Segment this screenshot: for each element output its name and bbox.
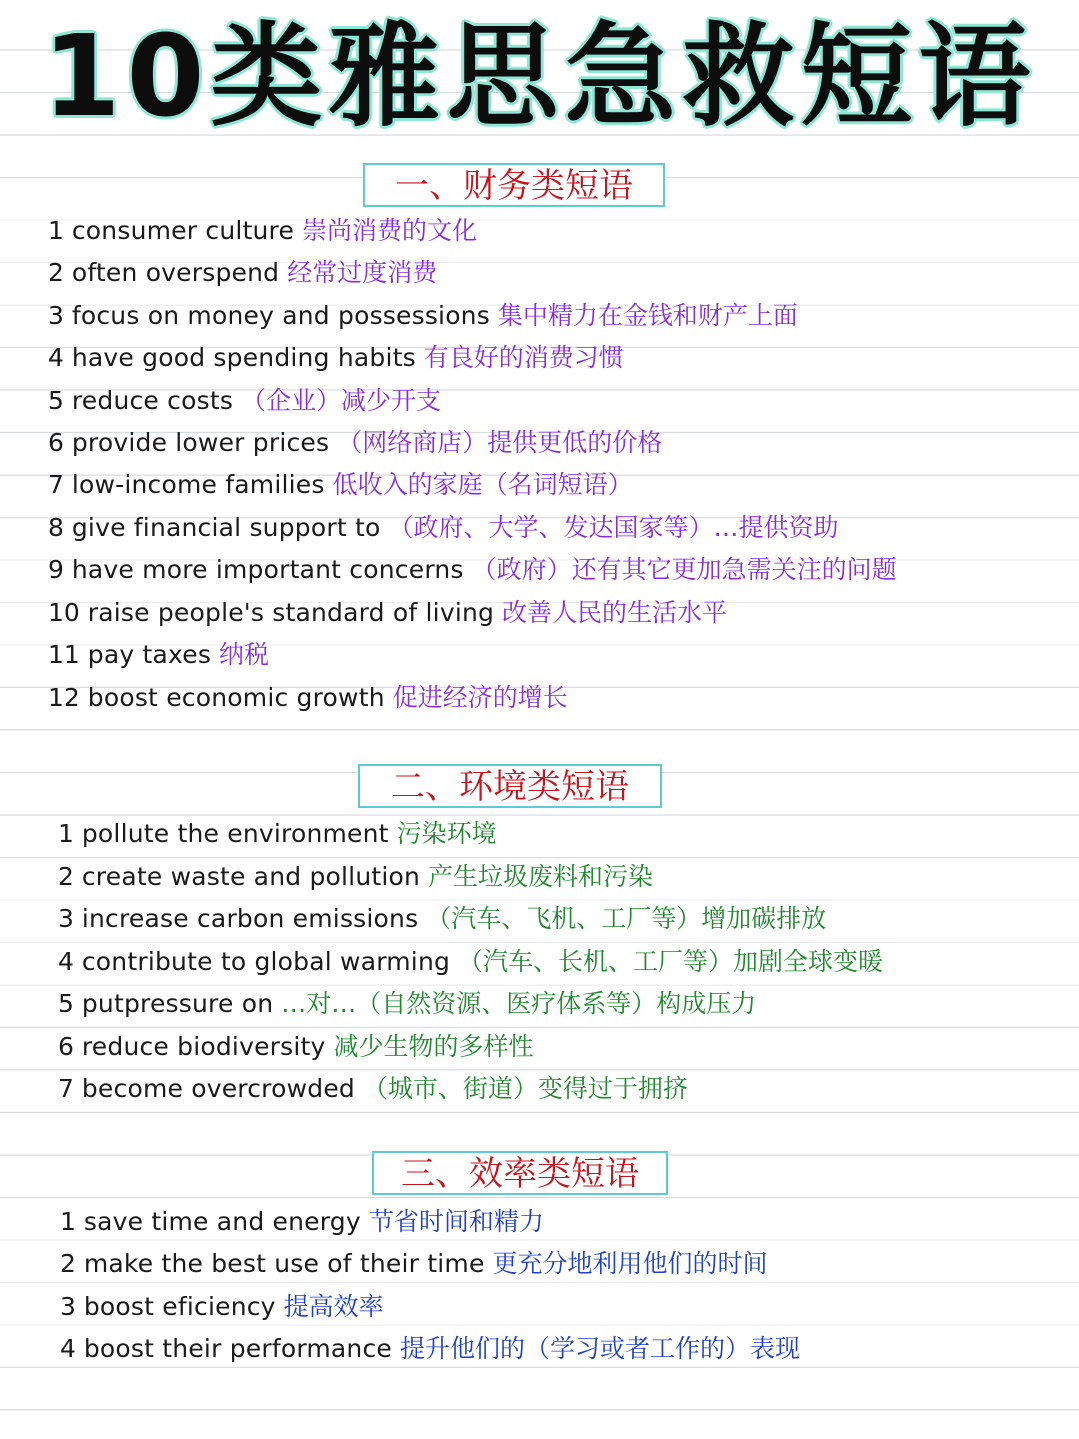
item-number: 6	[48, 428, 64, 457]
item-chinese: 污染环境	[396, 819, 497, 848]
item-english: save time and energy	[83, 1207, 361, 1236]
item-number: 5	[48, 386, 64, 415]
list-item	[60, 1201, 544, 1243]
item-chinese: （城市、街道）变得过于拥挤	[362, 1074, 688, 1103]
list-item	[48, 634, 269, 676]
list-item	[58, 856, 653, 898]
item-english: give financial support to	[71, 513, 381, 542]
item-number: 5	[58, 989, 74, 1018]
item-chinese: 促进经济的增长	[392, 683, 568, 712]
item-chinese: （网络商店）提供更低的价格	[337, 428, 663, 457]
item-chinese: （汽车、长机、工厂等）加剧全球变暖	[458, 947, 884, 976]
list-item	[48, 592, 727, 634]
page-title: 10类雅思急救短语	[42, 12, 1037, 142]
list-item	[58, 983, 756, 1025]
item-english: pollute the environment	[81, 819, 389, 848]
item-english: pay taxes	[87, 640, 212, 669]
item-chinese: 减少生物的多样性	[333, 1032, 534, 1061]
item-number: 12	[48, 683, 80, 712]
list-item	[58, 813, 497, 855]
item-english: consumer culture	[71, 216, 295, 245]
list-item	[60, 1286, 384, 1328]
list-item	[48, 252, 437, 294]
item-english: boost economic growth	[87, 683, 385, 712]
list-item	[58, 941, 883, 983]
item-number: 8	[48, 513, 64, 542]
item-chinese: 集中精力在金钱和财产上面	[497, 301, 798, 330]
item-english: boost eficiency	[83, 1292, 276, 1321]
list-item	[48, 507, 838, 549]
item-number: 11	[48, 640, 80, 669]
item-english: make the best use of their time	[83, 1249, 485, 1278]
section-heading-environment: 二、环境类短语	[358, 764, 662, 808]
item-number: 9	[48, 555, 64, 584]
item-number: 1	[60, 1207, 76, 1236]
item-chinese: 提高效率	[283, 1292, 384, 1321]
item-number: 3	[48, 301, 64, 330]
item-english: provide lower prices	[71, 428, 330, 457]
item-chinese: 节省时间和精力	[368, 1207, 544, 1236]
section-heading-finance: 一、财务类短语	[363, 163, 665, 207]
list-item	[48, 210, 477, 252]
item-english: raise people's standard of living	[87, 598, 495, 627]
item-chinese: （汽车、飞机、工厂等）增加碳排放	[426, 904, 827, 933]
item-english: often overspend	[71, 258, 280, 287]
item-number: 3	[60, 1292, 76, 1321]
item-number: 4	[58, 947, 74, 976]
item-number: 2	[48, 258, 64, 287]
item-chinese: （企业）减少开支	[241, 386, 442, 415]
item-number: 10	[48, 598, 80, 627]
list-item	[48, 677, 568, 719]
item-number: 2	[58, 862, 74, 891]
item-english: have more important concerns	[71, 555, 464, 584]
list-item	[48, 464, 633, 506]
item-chinese: …对…（自然资源、医疗体系等）构成压力	[281, 989, 757, 1018]
item-english: reduce costs	[71, 386, 234, 415]
list-item	[48, 380, 441, 422]
item-english: reduce biodiversity	[81, 1032, 326, 1061]
item-chinese: 崇尚消费的文化	[302, 216, 478, 245]
item-chinese: 更充分地利用他们的时间	[492, 1249, 768, 1278]
list-item	[48, 549, 897, 591]
item-chinese: 低收入的家庭（名词短语）	[332, 470, 633, 499]
list-item	[60, 1243, 768, 1285]
list-item	[58, 1026, 533, 1068]
item-number: 3	[58, 904, 74, 933]
item-number: 1	[58, 819, 74, 848]
item-number: 7	[58, 1074, 74, 1103]
item-english: have good spending habits	[71, 343, 416, 372]
item-number: 7	[48, 470, 64, 499]
item-chinese: （政府、大学、发达国家等）…提供资助	[388, 513, 839, 542]
item-english: focus on money and possessions	[71, 301, 490, 330]
item-english: create waste and pollution	[81, 862, 421, 891]
item-english: putpressure on	[81, 989, 274, 1018]
item-english: increase carbon emissions	[81, 904, 419, 933]
list-item	[48, 422, 662, 464]
item-number: 4	[48, 343, 64, 372]
section-heading-efficiency: 三、效率类短语	[372, 1151, 668, 1195]
item-chinese: 有良好的消费习惯	[423, 343, 624, 372]
item-chinese: 改善人民的生活水平	[502, 598, 728, 627]
item-english: become overcrowded	[81, 1074, 355, 1103]
item-chinese: 提升他们的（学习或者工作的）表现	[399, 1334, 800, 1363]
item-number: 1	[48, 216, 64, 245]
item-chinese: 经常过度消费	[287, 258, 438, 287]
list-item	[48, 295, 798, 337]
list-item	[60, 1328, 800, 1370]
list-item	[58, 898, 826, 940]
item-chinese: 纳税	[219, 640, 270, 669]
item-number: 4	[60, 1334, 76, 1363]
item-number: 6	[58, 1032, 74, 1061]
item-english: boost their performance	[83, 1334, 392, 1363]
item-number: 2	[60, 1249, 76, 1278]
item-chinese: （政府）还有其它更加急需关注的问题	[471, 555, 897, 584]
item-chinese: 产生垃圾废料和污染	[428, 862, 654, 891]
item-english: contribute to global warming	[81, 947, 451, 976]
item-english: low-income families	[71, 470, 325, 499]
list-item	[48, 337, 624, 379]
list-item	[58, 1068, 688, 1110]
